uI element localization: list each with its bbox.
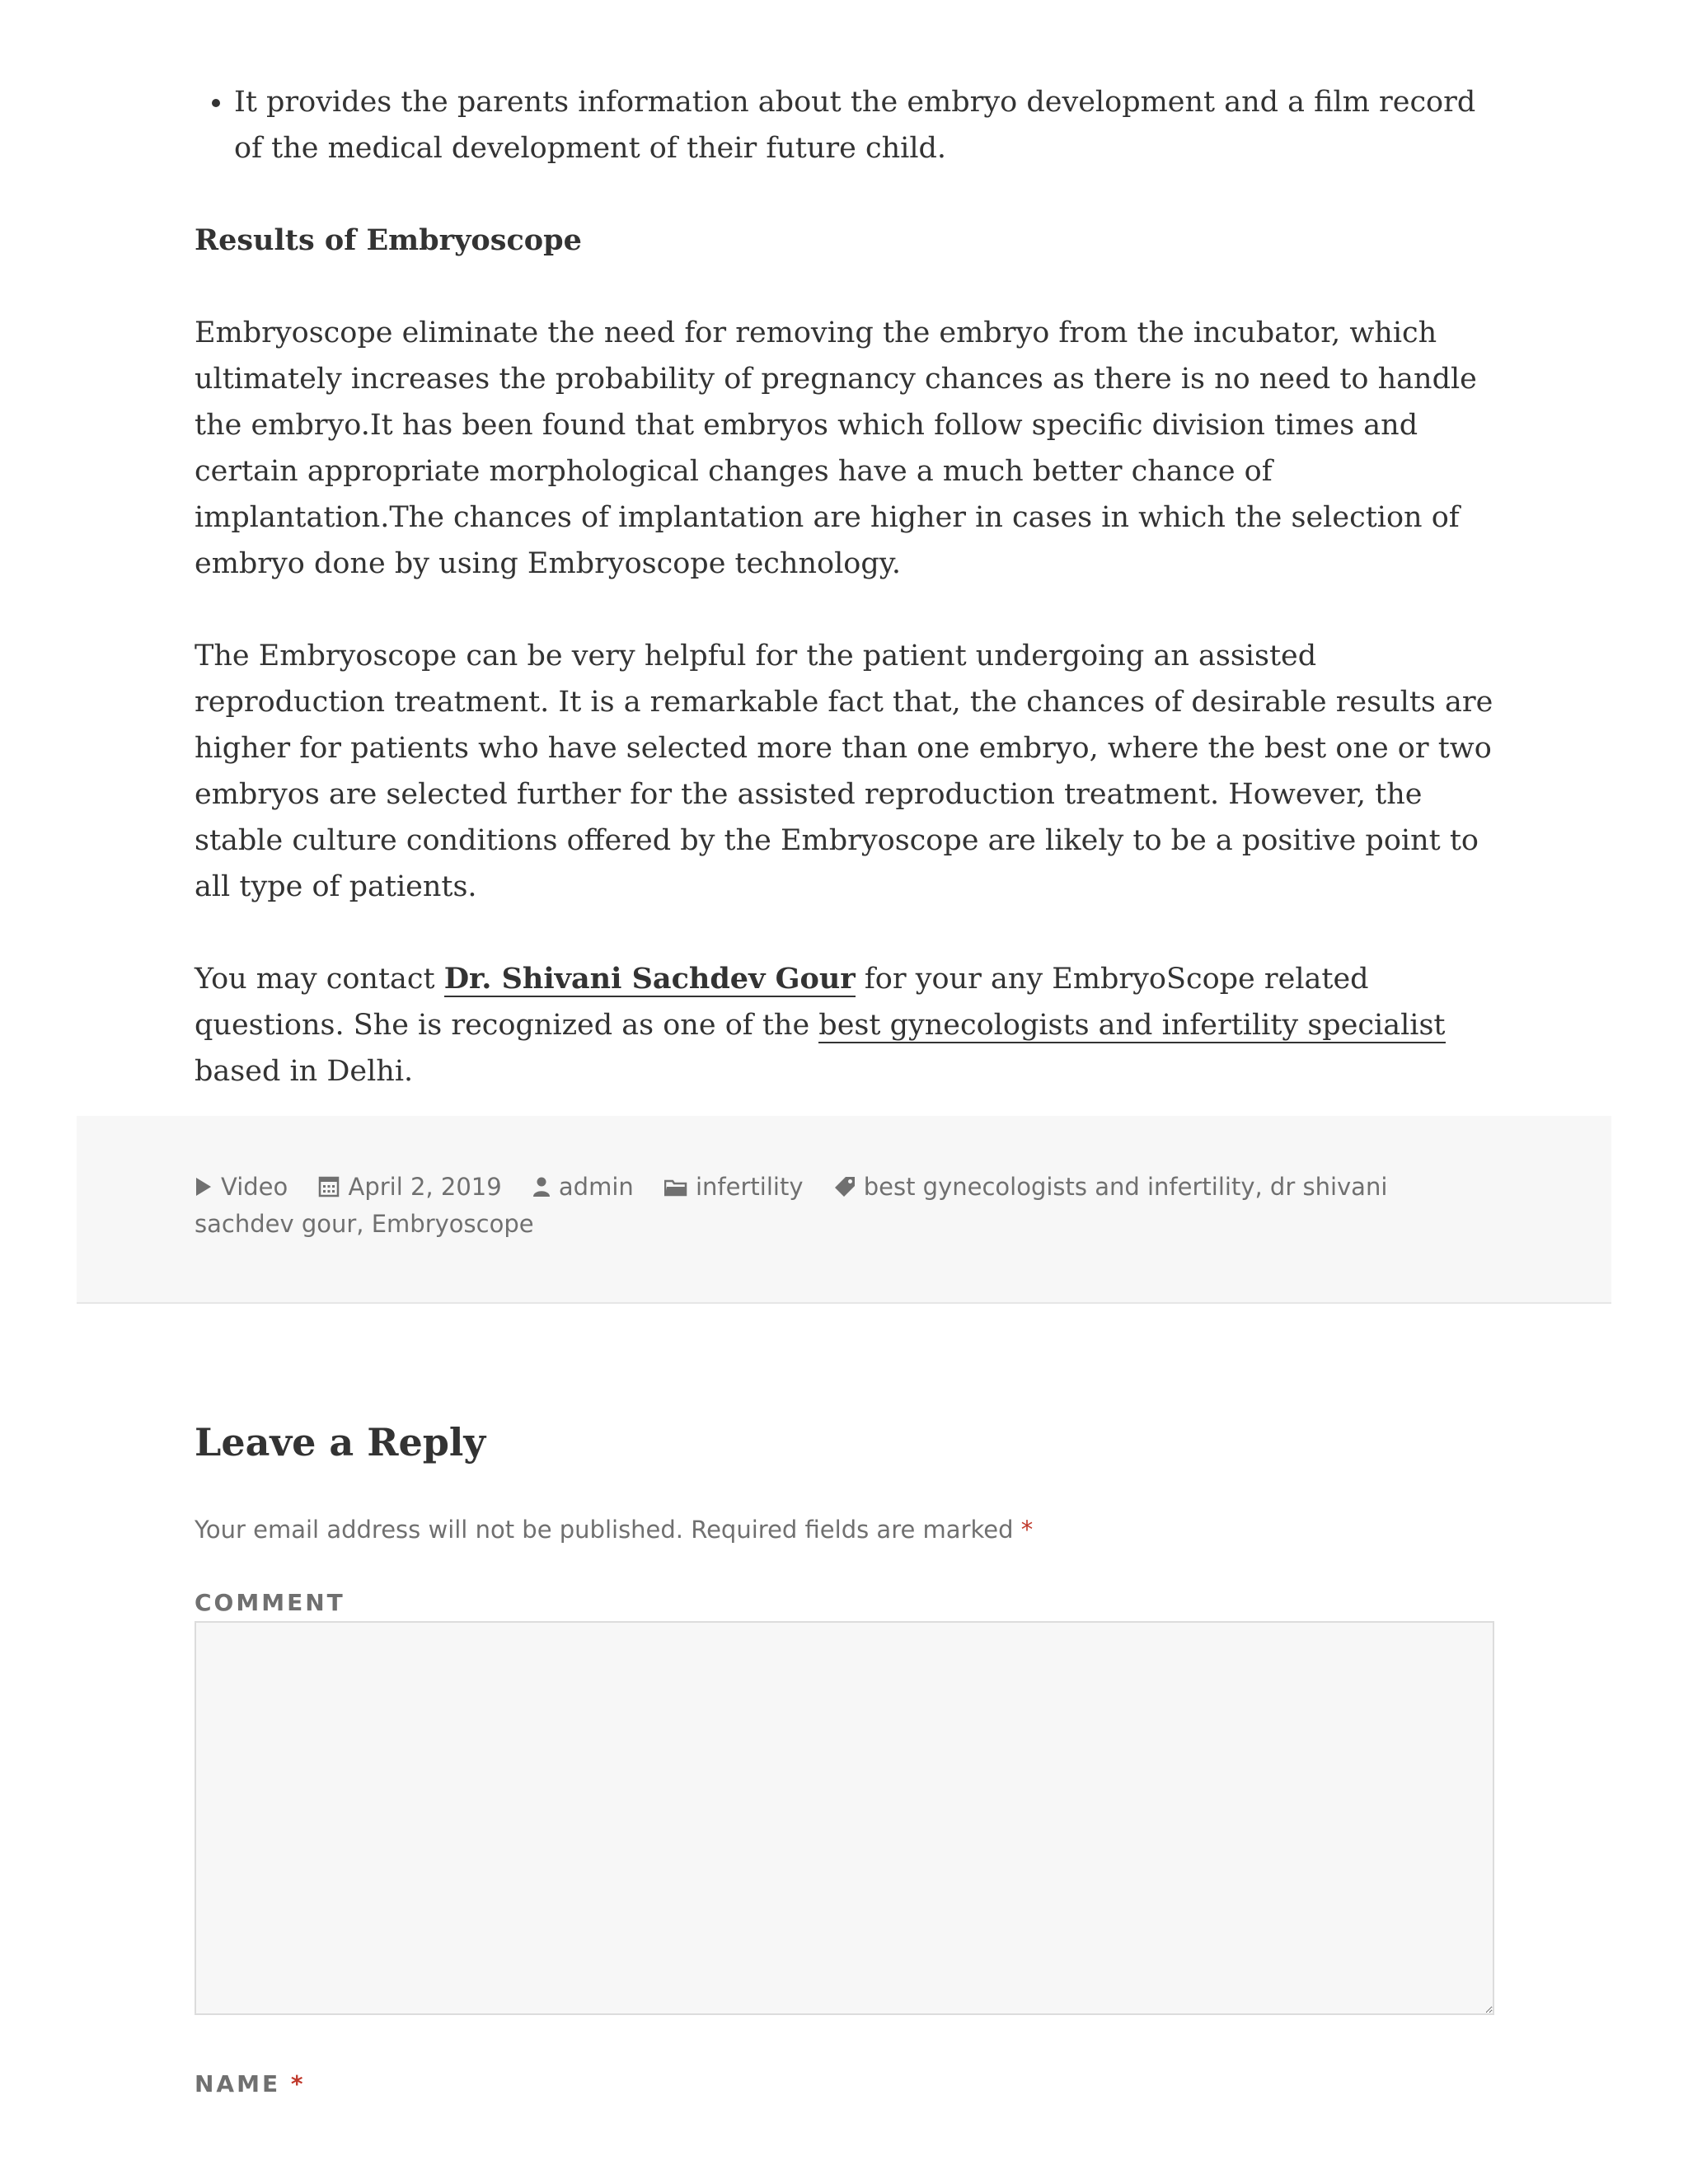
specialist-link[interactable]: best gynecologists and infertility specialist — [818, 1009, 1446, 1042]
paragraph-assisted-reproduction: The Embryoscope can be very helpful for the patient undergoing an assisted reproduction treatment. It is a remarkable fact that, the chances of desirable results are higher for patients who have selected more than one embryo, where the best one or two embryos are selected further for the assisted reproduction treatment. However, the stable culture conditions offered by the Embryoscope are likely to be a positive point to all type of patients. — [195, 640, 1493, 903]
post-format-link[interactable]: Video — [221, 1173, 288, 1201]
paragraph-results: Embryoscope eliminate the need for removing the embryo from the incubator, which ultimately increases the probability of pregnancy chances as there is no need to handle the embryo.It has been found that embryos which follow specific division times and certain appropriate morphological changes have a much better chance of implantation.The chances of implantation are higher in cases in which the selection of embryo done by using Embryoscope technology. — [195, 316, 1477, 580]
calendar-icon — [318, 1172, 340, 1207]
doctor-link[interactable]: Dr. Shivani Sachdev Gour — [443, 962, 856, 996]
folder-icon — [664, 1172, 687, 1207]
category-link[interactable]: infertility — [696, 1173, 804, 1201]
entry-meta — [77, 1116, 1611, 1304]
author-link[interactable]: admin — [558, 1173, 634, 1201]
comment-notes — [195, 1512, 1497, 1547]
results-heading: Results of Embryoscope — [195, 223, 582, 257]
post-date-link[interactable]: April 2, 2019 — [348, 1173, 502, 1201]
name-label — [195, 2068, 1497, 2101]
post-author — [532, 1173, 634, 1201]
tag-separator: , — [356, 1210, 372, 1238]
post-date — [318, 1173, 501, 1201]
comment-respond — [195, 1413, 1497, 2101]
play-icon — [195, 1172, 213, 1207]
tag-link[interactable]: best gynecologists and infertility — [863, 1173, 1255, 1201]
tag-icon — [834, 1172, 856, 1207]
list-item: • It provides the parents information about the embryo development and a film record of the medical development of their future child. — [234, 79, 1497, 171]
paragraph-contact — [195, 956, 1497, 1094]
post-format — [195, 1173, 288, 1201]
comment-textarea[interactable] — [195, 1621, 1494, 2015]
contact-text-pre: You may contact — [195, 963, 444, 996]
reply-title: Leave a Reply — [195, 1420, 486, 1465]
article-content — [195, 0, 1497, 1094]
user-icon — [532, 1172, 551, 1207]
tag-link[interactable]: Embryoscope — [371, 1210, 534, 1238]
feature-list — [195, 79, 1497, 171]
name-label-text: NAME — [195, 2070, 281, 2097]
required-marker: * — [290, 2070, 306, 2097]
contact-text-post: based in Delhi. — [195, 1055, 414, 1088]
required-marker: * — [1020, 1516, 1034, 1544]
comment-notes-text: Your email address will not be published. Required fields are marked — [195, 1516, 1021, 1544]
tag-separator: , — [1254, 1173, 1270, 1201]
comment-label: COMMENT — [195, 1589, 345, 1616]
post-category — [664, 1173, 804, 1201]
contact-text-mid: for your any EmbryoScope related questions. She is recognized as one of the — [195, 963, 1369, 1042]
tag-link[interactable]: dr shivani sachdev gour — [195, 1173, 1388, 1238]
